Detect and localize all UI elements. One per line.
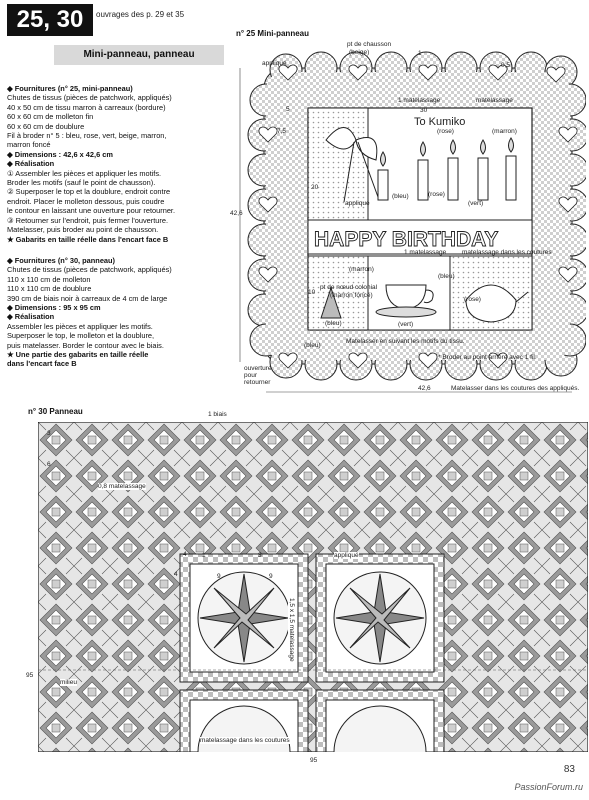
label-broder: * Broder au point arrière avec 1 fil.: [438, 354, 537, 361]
instruction-line: puis matelasser. Border le contour avec le biais.: [7, 340, 164, 350]
instructions-part-25: [7, 84, 229, 244]
instruction-line: Superposer le top, le molleton et la doublure,: [7, 331, 155, 341]
instruction-line: dans l'encart face B: [7, 359, 77, 369]
label-bottom-95: 95: [310, 757, 318, 764]
label-marron-2: (marron): [349, 266, 374, 273]
label-milieu: milieu: [60, 679, 77, 686]
label-vert-1: (vert): [468, 200, 484, 207]
label-bleu-4: (bleu): [304, 342, 321, 349]
label-bleu-1: (bleu): [392, 193, 409, 200]
label-ouverture: ouverture pour retourner: [244, 365, 272, 386]
label-to-kumiko: To Kumiko: [414, 116, 466, 128]
instructions-part-30: [7, 256, 229, 369]
instruction-line: Chutes de tissus (pièces de patchwork, appliqués): [7, 265, 172, 275]
instruction-line: marron foncé: [7, 140, 51, 150]
instruction-line: ★ Une partie des gabarits en taille réelle: [7, 350, 149, 360]
instruction-line: Chutes de tissus (pièces de patchwork, appliqués): [7, 93, 172, 103]
label-biais: 1 biais: [208, 411, 227, 418]
bow-block: [308, 108, 368, 236]
instruction-line: 60 x 60 cm de doublure: [7, 121, 85, 131]
label-bottom-42-6: 42,6: [418, 385, 431, 392]
instruction-line: Matelasser, puis broder au point de chausson.: [7, 225, 159, 235]
label-side-42-6: 42,6: [230, 210, 243, 217]
watermark: PassionForum.ru: [514, 782, 583, 792]
instruction-line: ① Assembler les pièces et appliquer les motifs.: [7, 168, 162, 178]
label-noeud-colonial: pt de nœud colonial: [320, 284, 378, 291]
diagram-30-title: n° 30 Panneau: [28, 407, 83, 416]
label-rose-2: (rose): [428, 191, 445, 198]
label-side-95: 95: [26, 672, 34, 679]
label-beige: (beige): [349, 49, 370, 56]
instruction-line: Assembler les pièces et appliquer les motifs.: [7, 321, 153, 331]
label-pt-chausson: pt de chausson: [347, 41, 392, 48]
instruction-line: endroit. Placer le molleton dessous, puis coudre: [7, 196, 165, 206]
label-matelassage-08: 0,8 matelassage: [98, 483, 146, 490]
label-marron-fonce: (marron foncé): [330, 292, 373, 299]
instruction-line: ◆ Réalisation: [7, 312, 55, 322]
label-n10: 10: [308, 289, 316, 296]
label-matelassage-15: 1,5 x 1,5 matelassage: [288, 598, 295, 662]
diagram-30-panel: [38, 422, 588, 752]
label-n3a: 3: [258, 552, 262, 559]
instruction-line: ★ Gabarits en taille réelle dans l'encart face B: [7, 234, 169, 244]
label-n6: 6: [47, 461, 51, 468]
label-matelassage-b: matelassage: [476, 97, 513, 104]
label-n75: 7,5: [277, 128, 287, 135]
label-n20: 20: [311, 184, 319, 191]
instruction-line: Broder les motifs (sauf le point de chausson).: [7, 178, 156, 188]
instruction-line: ② Superposer le top et la doublure, endroit contre: [7, 187, 171, 197]
pages-reference: ouvrages des p. 29 et 35: [96, 10, 185, 19]
instruction-line: le contour en laissant une ouverture pour retourner.: [7, 206, 176, 216]
instruction-line: ◆ Fournitures (n° 30, panneau): [7, 256, 116, 265]
star-block-right: [316, 554, 444, 682]
label-n3: 3: [47, 430, 51, 437]
instruction-line: 60 x 60 cm de molleton fin: [7, 112, 94, 122]
section-number-block: 25, 30: [7, 4, 93, 36]
label-vert-2: (vert): [398, 321, 414, 328]
label-n05: 0,5: [501, 62, 511, 69]
diagram-25-title: n° 25 Mini-panneau: [236, 29, 309, 38]
instruction-line: Fil à broder n° 5 : bleu, rose, vert, beige, marron,: [7, 131, 167, 141]
instruction-line: ◆ Dimensions : 42,6 x 42,6 cm: [7, 149, 113, 159]
label-matelasser-coutures: Matelasser dans les coutures des appliqués.: [451, 385, 580, 392]
label-n5: 5: [286, 106, 290, 113]
label-matelassage-coutures-30: matelassage dans les coutures: [200, 737, 290, 744]
label-matelassage-a: 1 matelassage: [398, 97, 441, 104]
label-bleu-3: (bleu): [325, 320, 342, 327]
page-number: 83: [563, 764, 575, 775]
instruction-line: ◆ Fournitures (n° 25, mini-panneau): [7, 84, 133, 93]
instruction-line: 390 cm de biais noir à carreaux de 4 cm de large: [7, 293, 168, 303]
label-n1a: 1: [202, 552, 206, 559]
label-rose-3: (rose): [464, 296, 481, 303]
label-n9a: 9: [217, 573, 221, 580]
label-n4b: 4: [174, 571, 178, 578]
happy-birthday-lettering: HAPPY BIRTHDAY: [314, 228, 499, 251]
label-rose-1: (rose): [437, 128, 454, 135]
diagram-25-mini-panel: [226, 40, 586, 405]
instruction-line: ◆ Dimensions : 95 x 95 cm: [7, 303, 101, 313]
label-n9b: 9: [269, 573, 273, 580]
instruction-line: ③ Retourner sur l'endroit, puis fermer l'ouverture.: [7, 215, 169, 225]
pattern-field: [38, 422, 588, 752]
instruction-line: 110 x 110 cm de molleton: [7, 274, 91, 284]
section-title-band: Mini-panneau, panneau: [54, 45, 224, 65]
label-n1: 1: [418, 50, 422, 57]
label-matelasser-motifs: Matelasser en suivant les motifs du tissu.: [346, 338, 465, 345]
label-applique: appliqué: [262, 60, 287, 67]
instruction-line: 40 x 50 cm de tissu marron à carreaux (bordure): [7, 102, 166, 112]
label-marron-1: (marron): [492, 128, 517, 135]
label-matelassage-coutures: matelassage dans les coutures: [462, 249, 552, 256]
label-n30: 30: [420, 107, 428, 114]
label-applique-2: appliqué: [345, 200, 370, 207]
label-bleu-2: (bleu): [438, 273, 455, 280]
label-matelassage-c: 1 matelassage: [404, 249, 447, 256]
instruction-line: 110 x 110 cm de doublure: [7, 284, 92, 294]
label-n4a: 4: [183, 551, 187, 558]
label-applique-30: appliqué: [334, 552, 359, 559]
instruction-line: ◆ Réalisation: [7, 159, 55, 169]
